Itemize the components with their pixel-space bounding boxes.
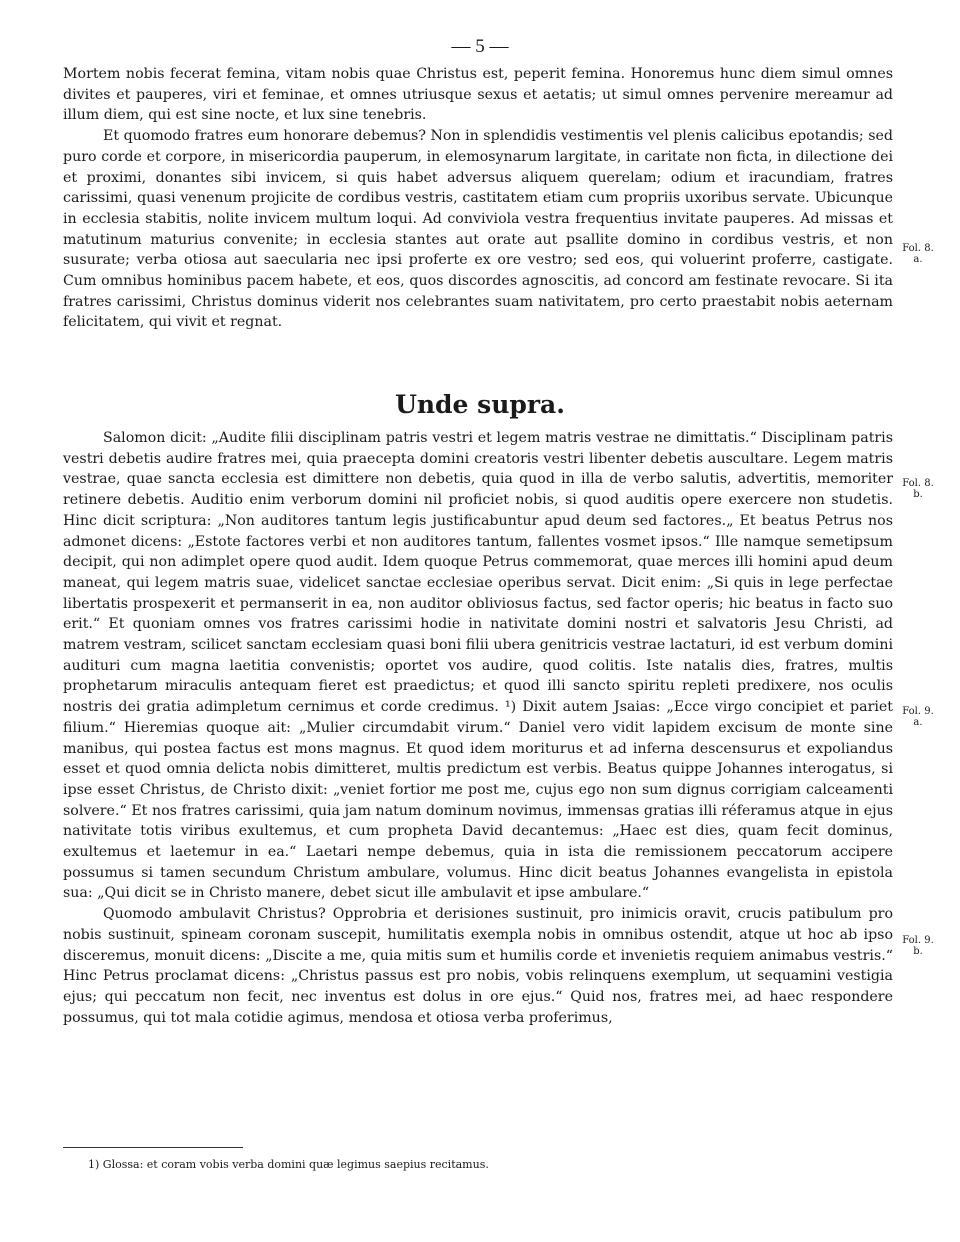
margin-note-fol-9a (900, 706, 936, 728)
section-heading: Unde supra. (395, 390, 565, 419)
margin-note-sub: a. (913, 254, 923, 265)
paragraph-1: Mortem nobis fecerat femina, vitam nobis quae Christus est, peperit femina. Honoremus hunc diem simul omnes divites et pauperes, viri et feminae, et omnes utriusque sexus et aetatis; ut simul omnes pervenire mereamur ad illum diem, qui est sine nocte, et lux sine tenebris. (63, 66, 893, 124)
paragraph-4: Quomodo ambulavit Christus? Opprobria et derisiones sustinuit, pro inimicis oravit, crucis patibulum pro nobis sustinuit, spineam coronam suscepit, humilitatis exempla nobis in omnibus ostendit, atque ut hoc ab ipso disceremus, monuit dicens: „Discite a me, quia mitis sum et humilis corde et invenietis requiem animabus vestris.“ Hinc Petrus proclamat dicens: „Christus passus est pro nobis, vobis relinquens exemplum, ut sequamini vestigia ejus; qui peccatum non fecit, nec inventus est dolus in ore ejus.“ Quid nos, fratres mei, ad haec respondere possumus, qui tot mala cotidie agimus, mendosa et otiosa verba proferimus, (63, 906, 893, 1026)
margin-note-label: Fol. 9. (902, 935, 934, 946)
section-one-text (63, 64, 893, 333)
margin-note-sub: b. (913, 489, 923, 500)
margin-note-label: Fol. 8. (902, 478, 934, 489)
margin-note-label: Fol. 8. (902, 243, 934, 254)
footnote: 1) Glossa: et coram vobis verba domini quæ legimus saepius recitamus. (88, 1158, 489, 1171)
paragraph-3: Salomon dicit: „Audite filii disciplinam patris vestri et legem matris vestrae ne dimittatis.“ Disciplinam patris vestri debetis audire fratres mei, quia praecepta domini creatoris vestri libenter debetis auscultare. Legem matris vestrae, quae sancta ecclesia est dimittere non debetis, quia quod in illa de verbo salutis, advertitis, memoriter retinere debetis. Auditio enim verborum domini nil proficiet nobis, si quod auditis opere exercere non studetis. Hinc dicit scriptura: „Non auditores tantum legis justificabuntur apud deum sed factores.„ Et beatus Petrus nos admonet dicens: „Estote factores verbi et non auditores tantum, fallentes vosmet ipsos.“ Ille namque semetipsum decipit, qui non adimplet opere quod audit. Idem quoque Petrus commemorat, quae merces illi homini apud deum maneat, qui legem matris suae, videlicet sanctae ecclesiae operibus servat. Dicit enim: „Si quis in lege perfectae libertatis prospexerit et permanserit in ea, non auditor obliviosus factus, sed factor operis; hic beatus in facto suo erit.“ Et quoniam omnes vos fratres carissimi hodie in nativitate domini nostri et salvatoris Jesu Christi, ad matrem vestram, scilicet sanctam ecclesiam quasi boni filii ubera genitricis vestrae lactaturi, id est verbum domini audituri cum magna laetitia convenistis; oportet vos audire, quod colitis. Iste natalis dies, fratres, multis prophetarum miraculis antequam fieret est praedictus; et quod illi sancto spiritu repleti predixere, nos oculis nostris dei gratia adimpletum cernimus et corde credimus. ¹) Dixit autem Jsaias: „Ecce virgo concipiet et pariet filium.“ Hieremias quoque ait: „Mulier circumdabit virum.“ Daniel vero vidit lapidem excisum de monte sine manibus, qui postea factus est mons magnus. Et quod idem moriturus et ad inferna descensurus et expoliandus esset et quod omnia delicta nobis dimitteret, multis predictum est verbis. Beatus quippe Johannes interogatus, si ipse esset Christus, de Christo dixit: „veniet fortior me post me, cujus ego non sum dignus corrigiam calceamenti solvere.“ Et nos fratres carissimi, quia jam natum dominum novimus, immensas gratias illi réferamus atque in ejus nativitate totis viribus exultemus, et cum propheta David decantemus: „Haec est dies, quam fecit dominus, exultemus et laetemur in ea.“ Laetari nempe debemus, quia in ista die remissionem peccatorum accipere possumus si tamen secundum Christum ambulare, volumus. Hinc dicit beatus Johannes evangelista in epistola sua: „Qui dicit se in Christo manere, debet sicut ille ambulavit et ipse ambulare.“ (63, 430, 893, 902)
footnote-rule (63, 1147, 243, 1148)
margin-note-sub: a. (913, 717, 923, 728)
margin-note-sub: b. (913, 946, 923, 957)
margin-note-fol-8b (900, 478, 936, 500)
margin-note-fol-8a (900, 243, 936, 265)
margin-note-fol-9b (900, 935, 936, 957)
paragraph-2: Et quomodo fratres eum honorare debemus? Non in splendidis vestimentis vel plenis calicibus epotandis; sed puro corde et corpore, in misericordia pauperum, in elemosynarum largitate, in caritate non ficta, in dilectione dei et proximi, donantes sibi invicem, si quis habet adversus aliquem querelam; odium et iracundiam, fratres carissimi, quasi venenum projicite de cordibus vestris, castitatem etiam cum propriis uxoribus servate. Ubicunque in ecclesia stabitis, nolite invicem multum loqui. Ad conviviola vestra frequentius invitate pauperes. Ad missas et matutinum maturius convenite; in ecclesia stantes aut orate aut psallite domino in cordibus vestris, et non susurate; verba otiosa aut saecularia nec ipsi proferte ex ore vestro; sed eos, qui voluerint proferre, castigate. Cum omnibus hominibus pacem habete, et eos, quos discordes agnoscitis, ad concord am festinate revocare. Si ita fratres carissimi, Christus dominus viderit nos celebrantes suam nativitatem, pro certo praestabit nobis aeternam felicitatem, qui vivit et regnat. (63, 128, 893, 331)
section-two-text (63, 428, 893, 1028)
margin-note-label: Fol. 9. (902, 706, 934, 717)
page-number: — 5 — (451, 36, 509, 57)
